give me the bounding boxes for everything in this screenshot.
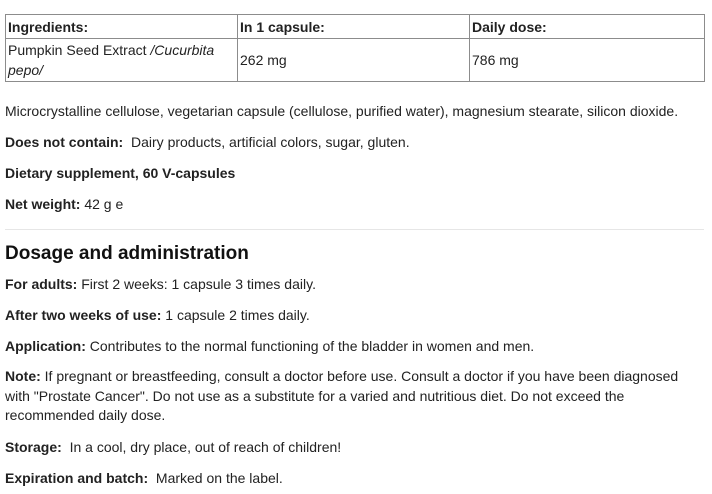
net-weight xyxy=(5,194,704,214)
does-not-contain xyxy=(5,132,704,152)
ingredients-table xyxy=(5,14,705,82)
storage-label: Storage: xyxy=(5,438,62,455)
net-weight-label: Net weight: xyxy=(5,196,81,212)
expiration-value: Marked on the label. xyxy=(155,469,283,486)
header-ingredients: Ingredients: xyxy=(6,15,238,39)
expiration-label: Expiration and batch: xyxy=(5,469,149,486)
net-weight-value: 42 g e xyxy=(84,196,124,212)
product-info-page xyxy=(5,14,704,488)
section-divider xyxy=(5,229,704,230)
for-adults-label: For adults: xyxy=(5,276,78,292)
storage xyxy=(5,437,704,457)
ingredient-cell xyxy=(6,39,238,82)
does-not-contain-value: Dairy products, artificial colors, sugar, gluten. xyxy=(131,134,410,150)
dosage-heading: Dosage and administration xyxy=(5,243,249,264)
note-value: If pregnant or breastfeeding, consult a doctor before use. Consult a doctor if you have been diagnosed with "Prostate Cancer". Do not use as a substitute for a varied and nutritious diet. Do not exceed the recommended daily dose. xyxy=(5,368,679,423)
table-header-row xyxy=(6,15,705,39)
application-label: Application: xyxy=(5,338,86,354)
application xyxy=(5,336,704,356)
daily-dose-cell: 786 mg xyxy=(470,39,705,82)
note xyxy=(5,367,704,426)
does-not-contain-label: Does not contain: xyxy=(5,134,124,150)
header-daily-dose: Daily dose: xyxy=(470,15,705,39)
for-adults-value: First 2 weeks: 1 capsule 3 times daily. xyxy=(81,276,316,292)
after-two-weeks-label: After two weeks of use: xyxy=(5,307,162,323)
after-two-weeks xyxy=(5,305,704,325)
storage-value: In a cool, dry place, out of reach of children! xyxy=(69,438,342,455)
ingredient-latin-name: /Cucurbita pepo/ xyxy=(8,42,215,78)
per-capsule-cell: 262 mg xyxy=(238,39,470,82)
application-value: Contributes to the normal functioning of the bladder in women and men. xyxy=(89,338,535,354)
table-row xyxy=(6,39,705,82)
note-label: Note: xyxy=(5,368,41,384)
supplement-line: Dietary supplement, 60 V-capsules xyxy=(5,165,236,181)
ingredient-name: Pumpkin Seed Extract xyxy=(8,42,147,58)
composition-text: Microcrystalline cellulose, vegetarian capsule (cellulose, purified water), magnesium stearate, silicon dioxide. xyxy=(5,103,679,119)
after-two-weeks-value: 1 capsule 2 times daily. xyxy=(165,307,310,323)
for-adults xyxy=(5,274,704,294)
expiration-batch xyxy=(5,468,704,488)
header-per-capsule: In 1 capsule: xyxy=(238,15,470,39)
